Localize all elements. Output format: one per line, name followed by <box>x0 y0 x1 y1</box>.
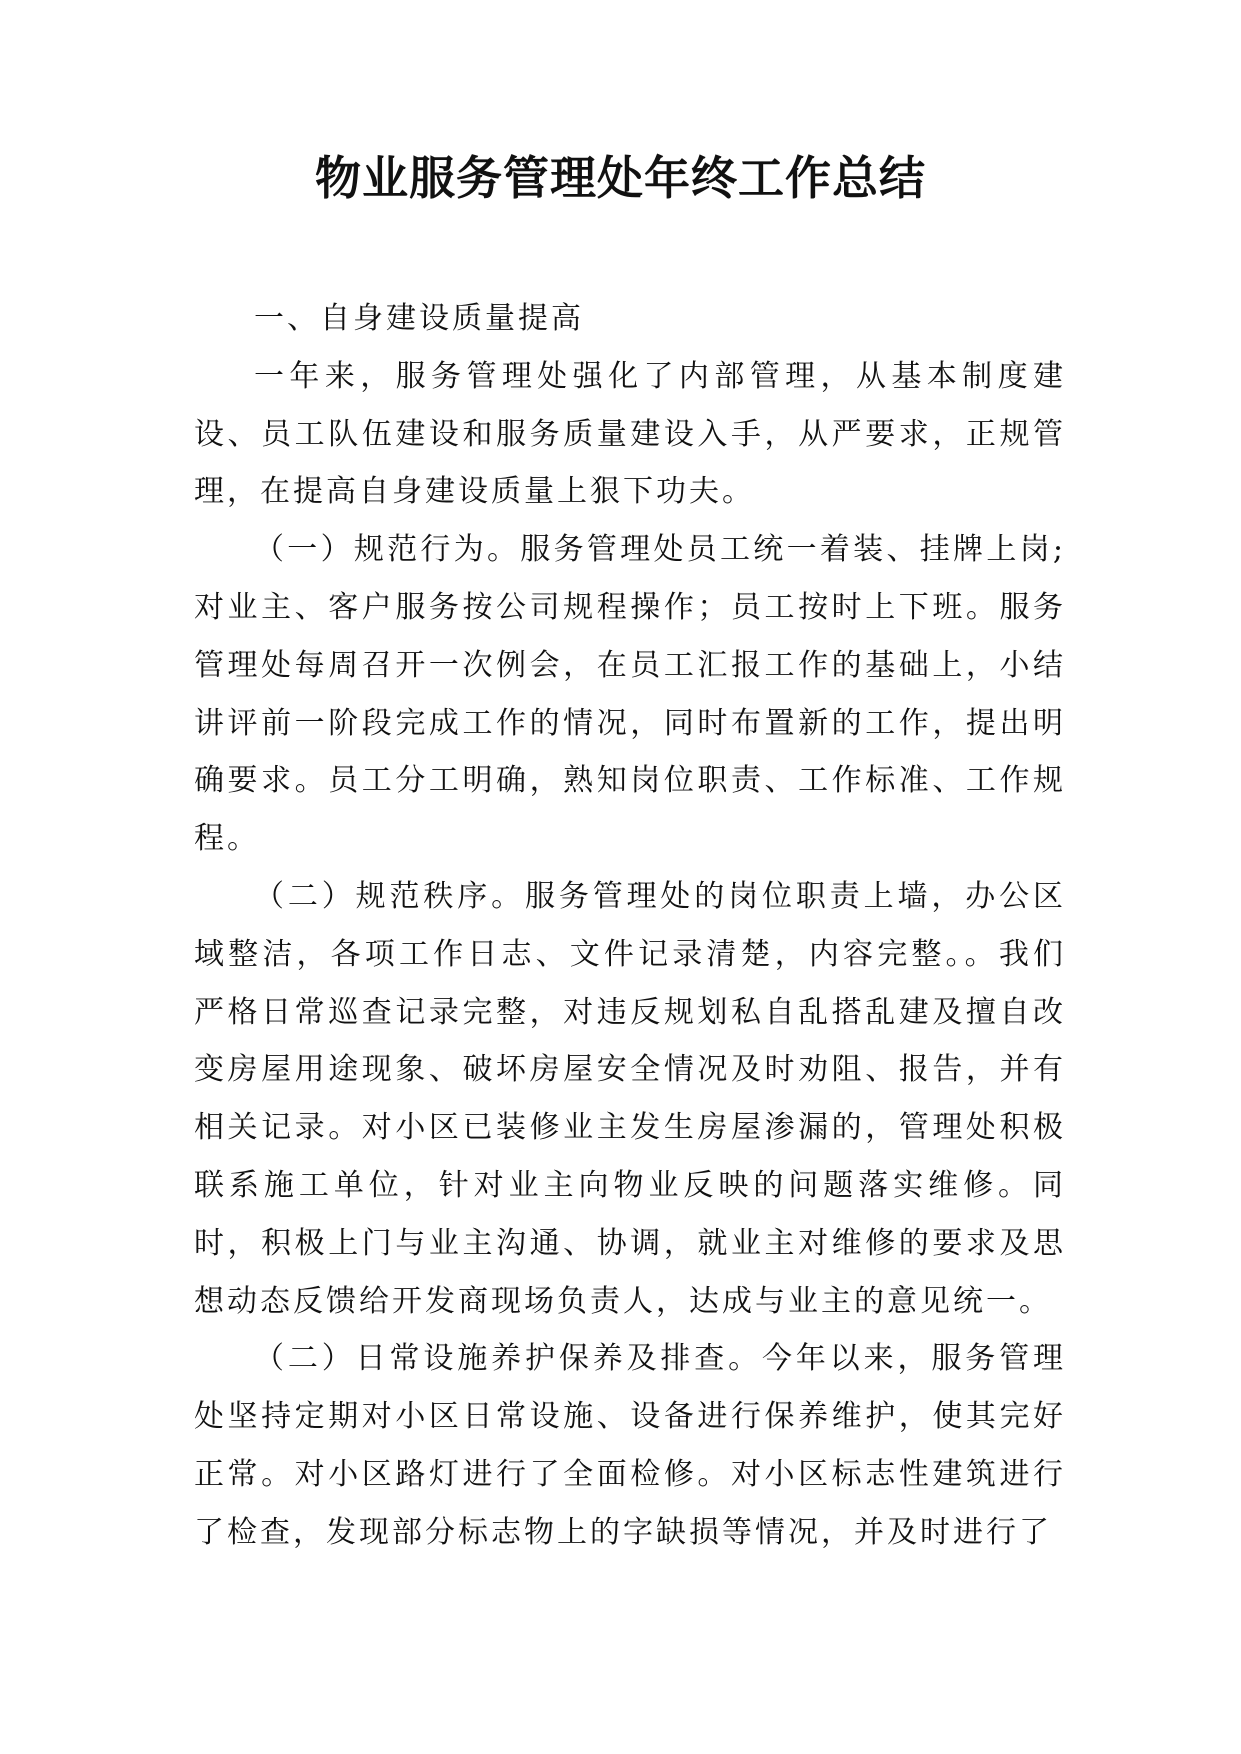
paragraph-standardize-behavior: （一）规范行为。服务管理处员工统一着装、挂牌上岗;对业主、客户服务按公司规程操作；员工按时上下班。服务管理处每周召开一次例会，在员工汇报工作的基础上，小结讲评前一阶段完成工作的情况，同时布置新的工作，提出明确要求。员工分工明确，熟知岗位职责、工作标准、工作规程。 <box>194 532 1066 857</box>
document-body <box>194 290 1066 1562</box>
paragraph-standardize-order: （二）规范秩序。服务管理处的岗位职责上墙，办公区域整洁，各项工作日志、文件记录清楚，内容完整。。我们严格日常巡查记录完整，对违反规划私自乱搭乱建及擅自改变房屋用途现象、破坏房屋安全情况及时劝阻、报告，并有相关记录。对小区已装修业主发生房屋渗漏的，管理处积极联系施工单位，针对业主向物业反映的问题落实维修。同时，积极上门与业主沟通、协调，就业主对维修的要求及思想动态反馈给开发商现场负责人，达成与业主的意见统一。 <box>194 878 1066 1319</box>
paragraph-facility-maintenance: （二）日常设施养护保养及排查。今年以来，服务管理处坚持定期对小区日常设施、设备进行保养维护，使其完好正常。对小区路灯进行了全面检修。对小区标志性建筑进行了检查，发现部分标志物上的字缺损等情况，并及时进行了 <box>194 1341 1066 1550</box>
document-title: 物业服务管理处年终工作总结 <box>315 151 926 205</box>
paragraph-intro: 一年来，服务管理处强化了内部管理，从基本制度建设、员工队伍建设和服务质量建设入手，从严要求，正规管理，在提高自身建设质量上狠下功夫。 <box>194 358 1066 510</box>
section-heading: 一、自身建设质量提高 <box>254 301 584 336</box>
